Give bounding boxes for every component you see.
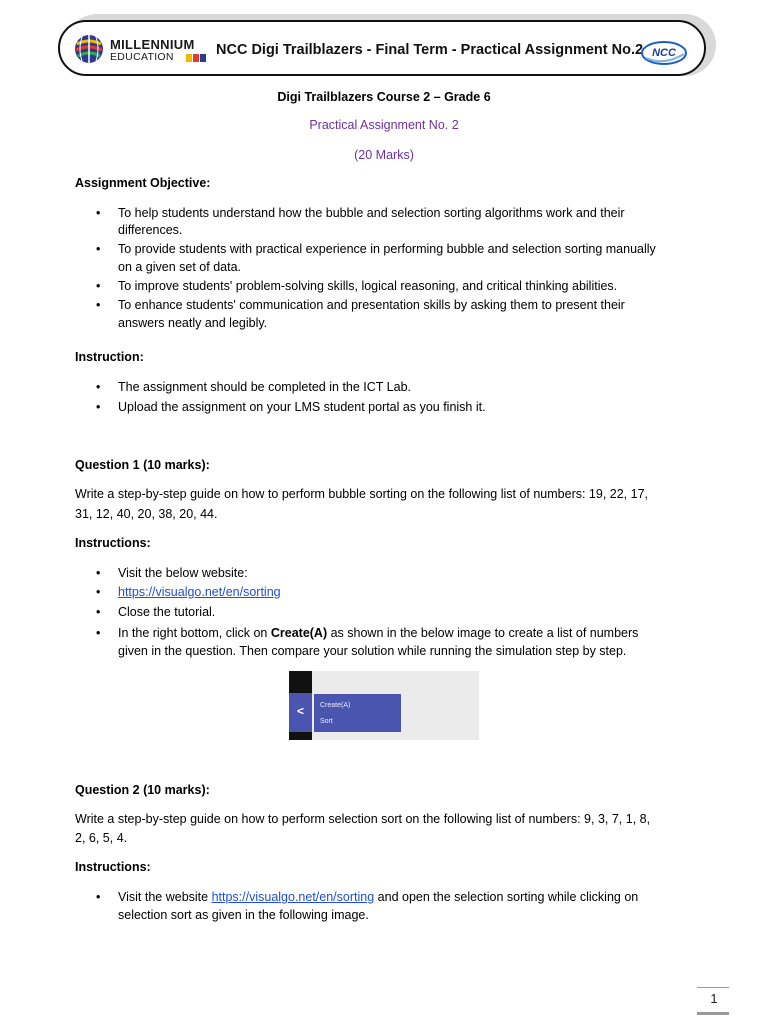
bullet-icon: • [96,890,101,904]
bullet-icon: • [96,380,101,394]
instruction-2: Upload the assignment on your LMS student portal as you finish it. [118,400,486,414]
objective-4-line-2: answers neatly and legibly. [118,316,268,330]
bullet-icon: • [96,279,101,293]
objective-heading: Assignment Objective: [75,176,211,190]
question-2-text-line-1: Write a step-by-step guide on how to perform selection sort on the following list of numbers: 9, 3, 7, 1, 8, [75,812,651,826]
page-number: 1 [710,991,718,1006]
bullet-icon: • [96,585,101,599]
q1-bullet-4-pre: In the right bottom, click on [118,626,271,640]
bullet-icon: • [96,242,101,256]
q1-bullet-4-line-2: given in the question. Then compare your solution while running the simulation step by step. [118,644,627,658]
q2-visualgo-link[interactable]: https://visualgo.net/en/sorting [211,890,375,904]
course-line: Digi Trailblazers Course 2 – Grade 6 [277,90,491,104]
millennium-globe-icon [74,34,104,64]
flag-icon [186,54,206,62]
question-2-instructions-heading: Instructions: [75,860,151,874]
objective-1-line-2: differences. [118,223,183,237]
page-number-rule-top [697,987,729,988]
assignment-title: Practical Assignment No. 2 [309,118,459,132]
logo-text-millennium: MILLENNIUM [110,37,195,52]
instruction-1: The assignment should be completed in the ICT Lab. [118,380,411,394]
embedded-screenshot [289,671,479,740]
question-1-heading: Question 1 (10 marks): [75,458,210,472]
chevron-left-icon: < [297,704,305,718]
q2-bullet-1-pre: Visit the website [118,890,212,904]
objective-1-line-1: To help students understand how the bubble and selection sorting algorithms work and their [118,206,625,220]
q2-bullet-1-line-1 [118,888,638,906]
header-title: NCC Digi Trailblazers - Final Term - Practical Assignment No.2 [216,42,644,58]
q1-bullet-3: Close the tutorial. [118,605,216,619]
q1-bullet-4-bold: Create(A) [270,626,328,640]
objective-2-line-2: on a given set of data. [118,260,242,274]
q2-bullet-1-post: and open the selection sorting while clicking on [374,890,639,904]
question-2-text-line-2: 2, 6, 5, 4. [75,831,128,845]
objective-3-line-1: To improve students' problem-solving skills, logical reasoning, and critical thinking abilities. [118,279,618,293]
screenshot-sort-item: Sort [320,718,333,725]
page-number-rule-bottom [697,1012,729,1015]
logo-text-education: EDUCATION [110,51,174,63]
question-1-text-line-1: Write a step-by-step guide on how to perform bubble sorting on the following list of numbers: 19, 22, 17, [75,487,649,501]
q2-bullet-1-line-2: selection sort as given in the following image. [118,908,369,922]
objective-4-line-1: To enhance students' communication and presentation skills by asking them to present their [118,298,625,312]
q1-bullet-1: Visit the below website: [118,566,248,580]
q1-bullet-4-post: as shown in the below image to create a list of numbers [327,626,639,640]
screenshot-create-item: Create(A) [320,702,351,709]
bullet-icon: • [96,206,101,220]
bullet-icon: • [96,400,101,414]
question-1-instructions-heading: Instructions: [75,536,151,550]
objective-2-line-1: To provide students with practical experience in performing bubble and selection sorting manually [118,242,656,256]
question-2-heading: Question 2 (10 marks): [75,783,210,797]
screenshot-menu [314,694,401,732]
bullet-icon: • [96,626,101,640]
marks-line: (20 Marks) [354,148,414,162]
bullet-icon: • [96,566,101,580]
q1-visualgo-link[interactable]: https://visualgo.net/en/sorting [118,585,281,599]
bullet-icon: • [96,298,101,312]
ncc-logo-text: NCC [652,47,676,59]
question-1-text-line-2: 31, 12, 40, 20, 38, 20, 44. [75,507,218,521]
q1-bullet-4-line-1 [118,624,638,642]
ncc-logo-icon [640,40,688,66]
instruction-heading: Instruction: [75,350,144,364]
bullet-icon: • [96,605,101,619]
